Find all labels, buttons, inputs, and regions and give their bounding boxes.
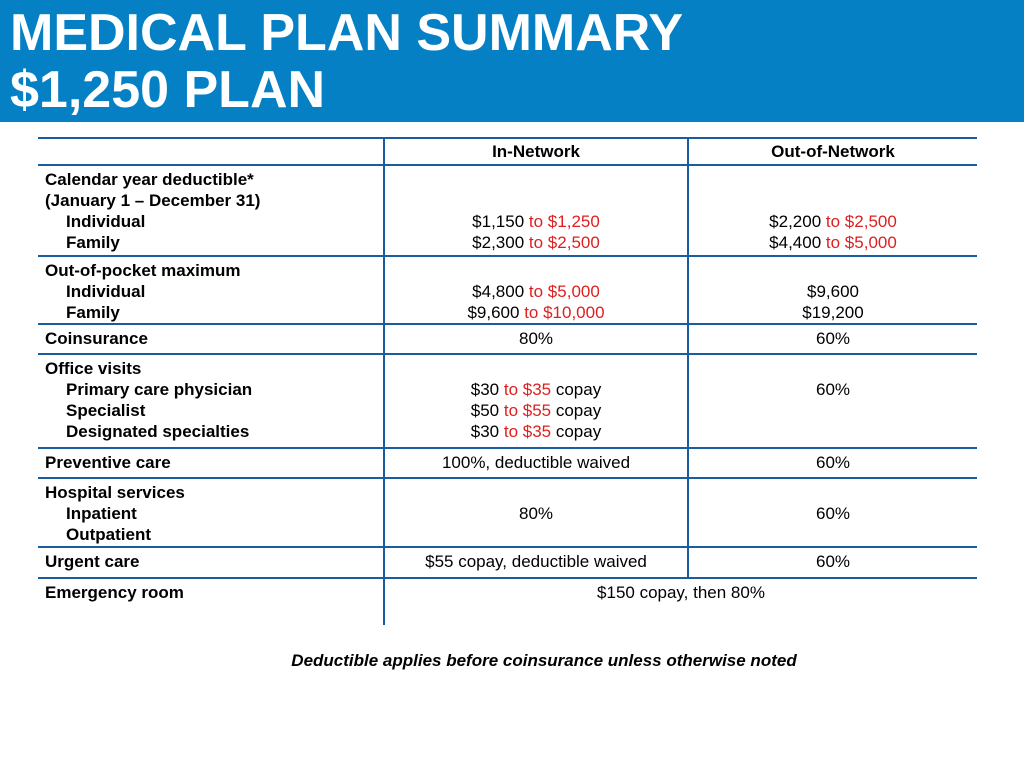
value-segment: 60% [815, 453, 851, 472]
out-of-network-cell-coinsurance [689, 325, 977, 353]
value-segment: $9,600 [807, 282, 859, 301]
office-visits-out-of-network-value-line [689, 379, 977, 400]
footer-note: Deductible applies before coinsurance unless otherwise noted [291, 651, 797, 670]
preventive-care-out-of-network-value-line [689, 452, 977, 473]
value-segment: $19,200 [802, 303, 864, 322]
spanned-value-cell-emergency-room [385, 579, 977, 625]
in-network-cell-urgent-care [385, 548, 689, 577]
plan-table [38, 137, 977, 625]
coinsurance-out-of-network-value-line [689, 328, 977, 349]
value-segment: $30 [470, 380, 504, 399]
in-network-cell-office-visits [385, 355, 689, 447]
out-of-pocket-maximum-in-network-value-line [385, 302, 687, 323]
row-hospital-services [38, 479, 977, 548]
emergency-room-value-line [385, 582, 977, 603]
value-segment: $2,300 [472, 233, 529, 252]
calendar-year-deductible-out-of-network-value-line [689, 211, 977, 232]
row-label-cell-emergency-room [38, 579, 385, 625]
row-office-visits [38, 355, 977, 449]
row-urgent-care [38, 548, 977, 579]
row-label-cell-office-visits [38, 355, 385, 447]
value-segment: $30 [470, 422, 504, 441]
in-network-cell-calendar-year-deductible [385, 166, 689, 255]
row-label-cell-preventive-care [38, 449, 385, 477]
out-of-network-column-label: Out-of-Network [771, 142, 895, 161]
coinsurance-in-network-value-line [385, 328, 687, 349]
row-label-line: (January 1 – December 31) [45, 191, 261, 210]
value-segment: copay [551, 422, 602, 441]
row-label-line: Urgent care [45, 552, 140, 571]
row-coinsurance [38, 325, 977, 355]
office-visits-in-network-value-line [385, 421, 687, 442]
in-network-cell-preventive-care [385, 449, 689, 477]
value-segment: copay [551, 401, 602, 420]
office-visits-in-network-value-line [385, 400, 687, 421]
value-segment: $4,400 [769, 233, 826, 252]
out-of-pocket-maximum-out-of-network-value-line [689, 302, 977, 323]
hospital-services-in-network-value-line [385, 503, 687, 524]
row-label-line: Individual [66, 282, 146, 301]
value-segment: $150 copay, then 80% [597, 583, 765, 602]
row-label-line: Outpatient [66, 525, 151, 544]
out-of-network-cell-preventive-care [689, 449, 977, 477]
out-of-pocket-maximum-out-of-network-value-line [689, 281, 977, 302]
header-cell-blank [38, 139, 385, 164]
row-label-cell-hospital-services [38, 479, 385, 546]
value-segment: 100%, deductible waived [441, 453, 631, 472]
row-label-line: Specialist [66, 401, 146, 420]
in-network-cell-out-of-pocket-maximum [385, 257, 689, 323]
out-of-network-cell-office-visits [689, 355, 977, 447]
in-network-cell-hospital-services [385, 479, 689, 546]
highlighted-value-segment: to $55 [503, 401, 552, 420]
table-header-row [38, 139, 977, 166]
calendar-year-deductible-in-network-value-line [385, 232, 687, 253]
highlighted-value-segment: to $1,250 [528, 212, 600, 231]
row-label-line: Primary care physician [66, 380, 253, 399]
table-body [38, 166, 977, 625]
value-segment: $9,600 [467, 303, 525, 322]
out-of-network-cell-out-of-pocket-maximum [689, 257, 977, 323]
urgent-care-out-of-network-value-line [689, 551, 977, 572]
calendar-year-deductible-in-network-value-line [385, 211, 687, 232]
value-segment: $1,150 [472, 212, 529, 231]
row-label-line: Out-of-pocket maximum [45, 261, 241, 280]
row-label-cell-urgent-care [38, 548, 385, 577]
row-out-of-pocket-maximum [38, 257, 977, 325]
hospital-services-out-of-network-value-line [689, 503, 977, 524]
header-cell-out-of-network [689, 139, 977, 164]
slide-title-line-1: MEDICAL PLAN SUMMARY [10, 4, 684, 62]
calendar-year-deductible-out-of-network-value-line [689, 232, 977, 253]
row-label-line: Designated specialties [66, 422, 250, 441]
out-of-network-cell-calendar-year-deductible [689, 166, 977, 255]
highlighted-value-segment: to $5,000 [825, 233, 897, 252]
slide-title-line-2: $1,250 PLAN [10, 61, 326, 119]
row-label-line: Preventive care [45, 453, 171, 472]
row-label-line: Family [66, 233, 120, 252]
row-label-line: Individual [66, 212, 146, 231]
value-segment: copay [551, 380, 602, 399]
value-segment: $4,800 [472, 282, 529, 301]
row-calendar-year-deductible [38, 166, 977, 257]
office-visits-in-network-value-line [385, 379, 687, 400]
highlighted-value-segment: to $2,500 [825, 212, 897, 231]
row-label-line: Calendar year deductible* [45, 170, 254, 189]
row-label-line: Family [66, 303, 120, 322]
row-label-cell-coinsurance [38, 325, 385, 353]
row-label-cell-calendar-year-deductible [38, 166, 385, 255]
row-label-line: Office visits [45, 359, 142, 378]
slide-title-band [0, 0, 1024, 122]
row-label-line: Inpatient [66, 504, 137, 523]
row-preventive-care [38, 449, 977, 479]
highlighted-value-segment: to $35 [503, 422, 552, 441]
value-segment: 80% [518, 329, 554, 348]
value-segment: 60% [815, 329, 851, 348]
value-segment: $55 copay, deductible waived [425, 552, 647, 571]
value-segment: 60% [815, 552, 851, 571]
in-network-column-label: In-Network [492, 142, 580, 161]
value-segment: 60% [815, 380, 851, 399]
highlighted-value-segment: to $35 [503, 380, 552, 399]
value-segment: 60% [815, 504, 851, 523]
row-label-line: Coinsurance [45, 329, 148, 348]
urgent-care-in-network-value-line [385, 551, 687, 572]
row-label-line: Hospital services [45, 483, 185, 502]
header-cell-in-network [385, 139, 689, 164]
out-of-pocket-maximum-in-network-value-line [385, 281, 687, 302]
highlighted-value-segment: to $10,000 [524, 303, 605, 322]
highlighted-value-segment: to $5,000 [528, 282, 600, 301]
row-label-cell-out-of-pocket-maximum [38, 257, 385, 323]
row-label-line: Emergency room [45, 583, 184, 602]
out-of-network-cell-hospital-services [689, 479, 977, 546]
value-segment: $2,200 [769, 212, 826, 231]
row-emergency-room [38, 579, 977, 625]
out-of-network-cell-urgent-care [689, 548, 977, 577]
in-network-cell-coinsurance [385, 325, 689, 353]
highlighted-value-segment: to $2,500 [528, 233, 600, 252]
value-segment: $50 [470, 401, 504, 420]
value-segment: 80% [518, 504, 554, 523]
preventive-care-in-network-value-line [385, 452, 687, 473]
